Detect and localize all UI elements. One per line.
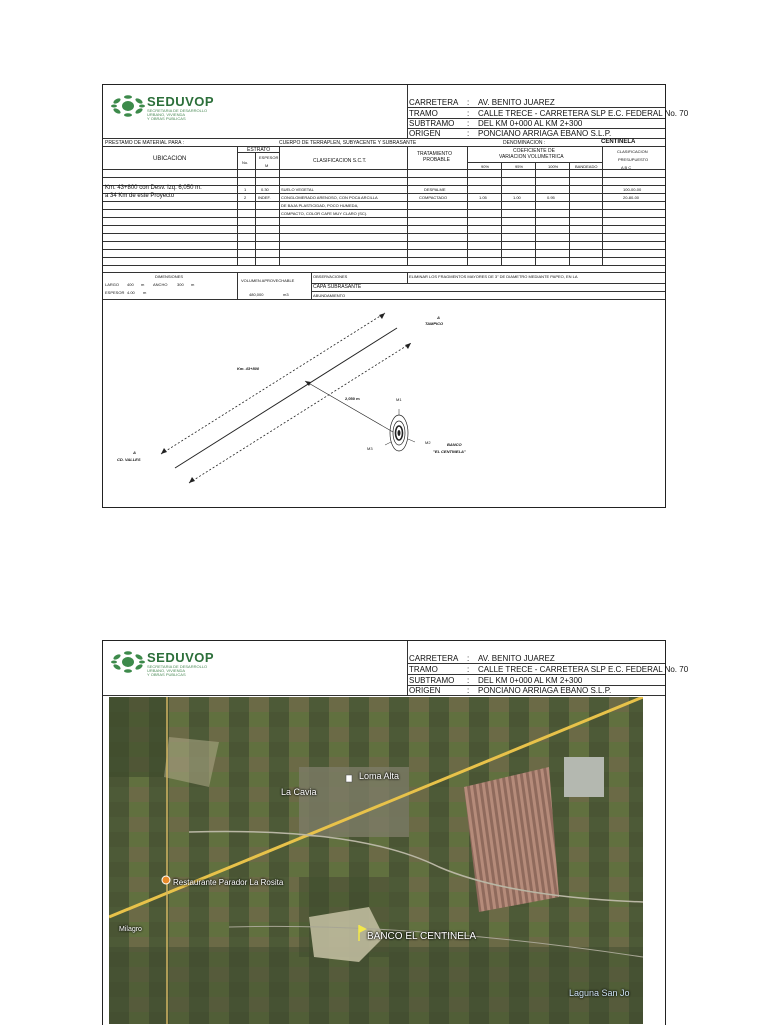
logo-subtitle-1: SECRETARIA DE DESARROLLO	[147, 108, 208, 113]
logo-subtitle-3: Y OBRAS PUBLICAS	[147, 116, 186, 121]
header-value-tramo: CALLE TRECE - CARRETERA SLP E.C. FEDERAL No. 70	[478, 109, 689, 118]
sketch-m2: M2	[425, 440, 431, 445]
map-label-laguna: Laguna San Jo	[569, 988, 630, 998]
logo-subtitle-1: SECRETARIA DE DESARROLLO	[147, 664, 208, 669]
coef-col-90: 90%	[481, 164, 490, 169]
sketch-dist-label: 2,050 m	[345, 396, 360, 401]
seduvop-logo	[109, 649, 259, 677]
material-bank-sheet	[102, 84, 689, 508]
header-value-carretera: AV. BENITO JUAREZ	[478, 98, 555, 107]
seduvop-emblem-icon	[111, 651, 145, 673]
row1-trat: DESPALME	[424, 187, 446, 192]
sketch-m3: M3	[367, 446, 373, 451]
coef-col-100: 100%	[548, 164, 559, 169]
header-label-carretera: CARRETERA	[409, 654, 459, 663]
coeficiente-header-2: VARIACION VOLUMETRICA	[499, 154, 564, 160]
map-label-la-cavia: La Cavia	[281, 787, 317, 797]
sketch-m1: M1	[396, 397, 402, 402]
header-label-origen: ORIGEN	[409, 129, 441, 138]
header-label-tramo: TRAMO	[409, 665, 438, 674]
logo-name: SEDUVOP	[147, 94, 215, 109]
abc-header: A B C	[621, 165, 632, 170]
largo-label: LARGO	[105, 282, 120, 287]
sketch-a-valles-1: A	[133, 450, 136, 455]
row2-c90: 1.05	[479, 195, 487, 200]
observaciones-text: ELIMINAR LOS FRAGMENTOS MAYORES DE 3" DE DIAMETRO MEDIANTE PAPEO, EN LA	[409, 274, 578, 279]
map-label-loma-alta: Loma Alta	[359, 771, 400, 781]
header-value-tramo: CALLE TRECE - CARRETERA SLP E.C. FEDERAL No. 70	[478, 665, 689, 674]
seduvop-emblem-icon	[111, 95, 145, 117]
coeficiente-header-1: COEFICIENTE DE	[513, 148, 555, 154]
sketch-banco-2: "EL CENTINELA"	[433, 449, 466, 454]
ubicacion-line-1: Km. 43+800 con Desv. Izq. 6,050 m.	[105, 185, 202, 191]
header-value-subtramo: DEL KM 0+000 AL KM 2+300	[478, 119, 583, 128]
tratamiento-header-1: TRATAMIENTO	[417, 151, 452, 157]
row2-clasif: CONGLOMERADO ARENOSO, CON POCA ARCILLA	[281, 195, 378, 200]
header-sep: :	[467, 98, 470, 107]
tratamiento-header-2: PROBABLE	[423, 157, 450, 163]
largo-value: 400	[127, 282, 134, 287]
header-sep: :	[467, 119, 470, 128]
espesor-unit: m	[143, 290, 147, 295]
logo-name: SEDUVOP	[147, 650, 215, 665]
row2-c100: 0.95	[547, 195, 555, 200]
location-sketch	[103, 299, 665, 507]
header-value-origen: PONCIANO ARRIAGA EBANO S.L.P.	[478, 129, 612, 138]
volumen-unit: m3	[283, 292, 289, 297]
clasif-extra-1: DE BAJA PLASTICIDAD, POCO HUMEDA,	[281, 203, 359, 208]
row2-trat: COMPACTADO	[419, 195, 448, 200]
clasif-extra-2: COMPACTO, COLOR CAFE MUY CLARO (SC).	[281, 211, 368, 216]
clasificacion-header: CLASIFICACION S.C.T.	[313, 158, 367, 164]
row2-c95: 1.00	[513, 195, 521, 200]
sketch-banco-1: BANCO	[447, 442, 462, 447]
espesor-value: 4.00	[127, 290, 135, 295]
header-sep: :	[467, 654, 470, 663]
m-header: M	[265, 163, 269, 168]
observaciones-label: OBSERVACIONES	[313, 274, 348, 279]
satellite-map[interactable]	[109, 697, 643, 1024]
estrato-header: ESTRATO	[247, 147, 271, 153]
header-label-subtramo: SUBTRAMO	[409, 676, 455, 685]
volumen-value: 480,000	[249, 292, 264, 297]
map-label-banco: BANCO EL CENTINELA	[367, 931, 477, 942]
ubicacion-header: UBICACION	[153, 156, 187, 162]
ancho-unit: m	[191, 282, 195, 287]
header-label-carretera: CARRETERA	[409, 98, 459, 107]
espesor-header: ESPESOR	[259, 155, 279, 160]
header-sep: :	[467, 676, 470, 685]
sketch-km-label: Km. 43+800	[237, 366, 260, 371]
satellite-imagery	[109, 697, 643, 1024]
header-value-origen: PONCIANO ARRIAGA EBANO S.L.P.	[478, 686, 612, 695]
row2-no: 2	[244, 195, 247, 200]
espesor-label: ESPESOR	[105, 290, 125, 295]
ancho-value: 300	[177, 282, 184, 287]
logo-subtitle-2: URBANO, VIVIENDA	[147, 112, 186, 117]
row2-presup: 20-80-00	[623, 195, 640, 200]
prestamo-value: CUERPO DE TERRAPLEN, SUBYACENTE Y SUBRASANTE	[279, 140, 417, 146]
header-label-subtramo: SUBTRAMO	[409, 119, 455, 128]
coef-col-95: 95%	[515, 164, 524, 169]
clasif-presup-header-1: CLASIFICACION	[617, 149, 648, 154]
abundamiento: ABUNDAMIENTO	[313, 293, 346, 298]
map-label-restaurante: Restaurante Parador La Rosita	[173, 878, 284, 887]
volumen-label: VOLUMEN APROVECHABLE	[241, 278, 295, 283]
sketch-a-valles-2: CD. VALLES	[117, 457, 141, 462]
largo-unit: m	[141, 282, 145, 287]
row1-presup: 100-00-00	[623, 187, 642, 192]
row2-espesor: INDEF.	[258, 195, 271, 200]
header-value-subtramo: DEL KM 0+000 AL KM 2+300	[478, 676, 583, 685]
dimensiones-label: DIMENSIONES	[155, 274, 184, 279]
ancho-label: ANCHO	[153, 282, 168, 287]
logo-subtitle-2: URBANO, VIVIENDA	[147, 668, 186, 673]
no-header: No.	[242, 160, 249, 165]
coef-col-bandeado: BANDEADO	[575, 164, 598, 169]
sketch-a-tampico-2: TAMPICO	[425, 321, 444, 326]
denominacion-value: CENTINELA	[601, 139, 636, 145]
location-pin-icon	[162, 876, 170, 884]
ubicacion-line-2: a 34 Km de este Proyecto	[105, 193, 175, 199]
capa-subrasante: CAPA SUBRASANTE	[313, 284, 362, 290]
row1-clasif: SUELO VEGETAL	[281, 187, 314, 192]
header-sep: :	[467, 109, 470, 118]
prestamo-label: PRESTAMO DE MATERIAL PARA :	[105, 140, 184, 146]
row1-no: 1	[244, 187, 247, 192]
header-label-tramo: TRAMO	[409, 109, 438, 118]
denominacion-label: DENOMINACION :	[503, 140, 546, 146]
clasif-presup-header-2: PRESUPUESTO	[618, 157, 649, 162]
header-sep: :	[467, 665, 470, 674]
header-sep: :	[467, 686, 470, 695]
sketch-a-tampico-1: A	[437, 315, 440, 320]
header-value-carretera: AV. BENITO JUAREZ	[478, 654, 555, 663]
row1-espesor: 0.30	[261, 187, 269, 192]
header-sep: :	[467, 129, 470, 138]
logo-subtitle-3: Y OBRAS PUBLICAS	[147, 672, 186, 677]
map-label-milagro: Milagro	[119, 926, 142, 933]
header-label-origen: ORIGEN	[409, 686, 441, 695]
seduvop-logo	[109, 93, 259, 121]
